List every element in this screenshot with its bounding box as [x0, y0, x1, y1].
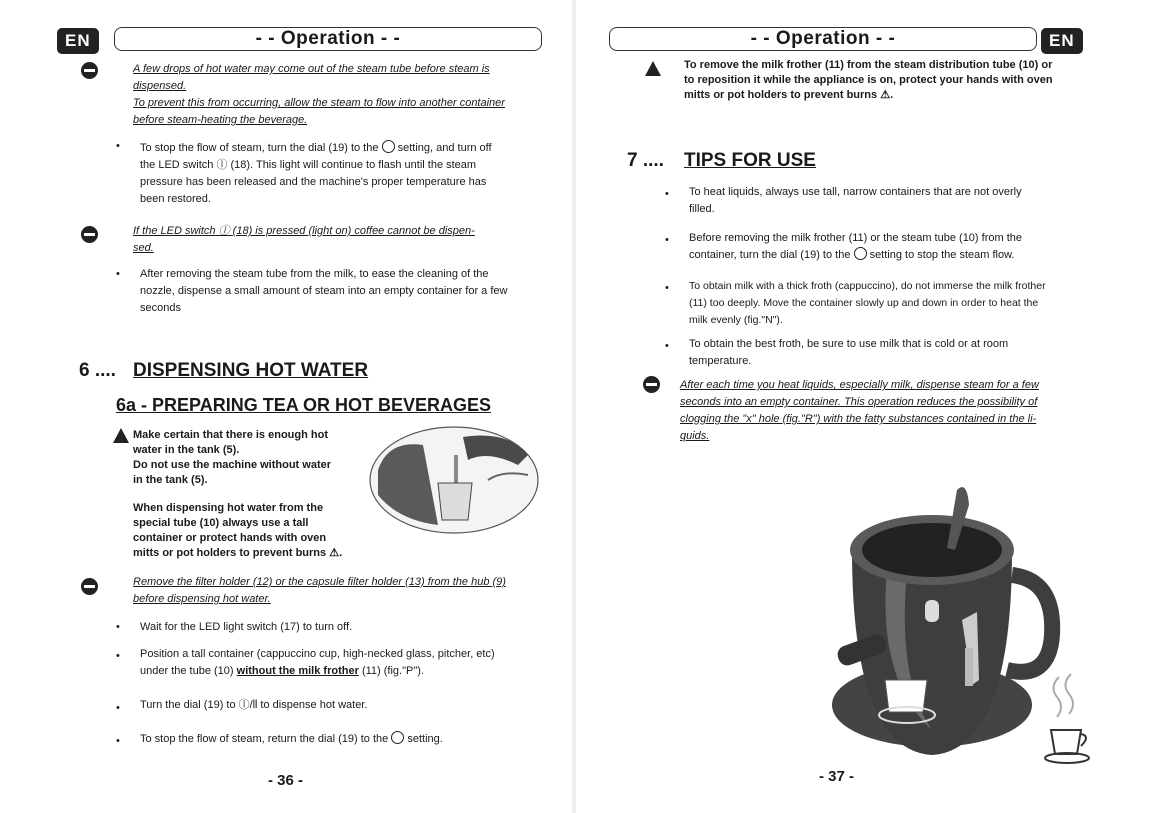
led-switch-icon: ⓛ — [218, 225, 230, 237]
bullet-dot: • — [665, 340, 669, 352]
bullet-dot: • — [665, 282, 669, 294]
bullet-dot: • — [116, 650, 120, 662]
tip-best-froth: To obtain the best froth, be sure to use milk that is cold or at room temperature. — [689, 338, 1009, 367]
page-number: - 37 - — [819, 768, 855, 785]
no-entry-icon — [643, 376, 660, 393]
bullet-turn-dial: Turn the dial (19) to ⓛ/⫴ to dispense hot water. — [140, 699, 368, 711]
bullet-cleaning: After removing the steam tube from the milk, to ease the cleaning of the nozzle, dispense a small amount of steam into an empty container for a few seconds — [140, 268, 508, 314]
sub-section-title: 6a - PREPARING TEA OR HOT BEVERAGES — [116, 395, 492, 415]
note-clogging: After each time you heat liquids, especially milk, dispense steam for a few seconds into an empty container. This operation reduces the possibility of clogging the "x" hole (fig."R") with the fatty substances contained in the li- quids. — [680, 379, 1039, 442]
language-badge: EN — [57, 28, 99, 54]
hot-water-illustration — [368, 425, 540, 535]
bullet-dot: • — [665, 188, 669, 200]
header-title: - - Operation - - — [255, 28, 401, 49]
left-page — [0, 0, 576, 813]
bullet-dot: • — [665, 234, 669, 246]
steam-hot-water-icon: ⓛ/⫴ — [238, 699, 258, 711]
header-box — [114, 27, 542, 51]
hot-surface-icon: ⚠ — [329, 547, 340, 559]
tip-before-removing: Before removing the milk frother (11) or the steam tube (10) from the container, turn the dial (19) to the setting to stop the steam flow. — [689, 232, 1022, 261]
section-number: 6 .... — [79, 360, 116, 381]
bullet-position: Position a tall container (cappuccino cup, high-necked glass, pitcher, etc) under the tube (10) without the milk frother (11) (fig."P"). — [140, 648, 495, 677]
hot-surface-icon: ⚠ — [880, 89, 891, 101]
bullet-dot: • — [116, 140, 120, 152]
section-number: 7 .... — [627, 150, 664, 171]
warning-remove-frother: To remove the milk frother (11) from the steam distribution tube (10) or to reposition it while the appliance is on, protect your hands with oven mitts or pot holders to prevent burns ⚠. — [684, 59, 1053, 101]
no-entry-icon — [81, 578, 98, 595]
note-led: If the LED switch ⓛ (18) is pressed (light on) coffee cannot be dispen- sed. — [133, 225, 475, 254]
header-box — [609, 27, 1037, 51]
no-entry-icon — [81, 226, 98, 243]
note-remove-filter: Remove the filter holder (12) or the capsule filter holder (13) from the hub (9) before dispensing hot water. — [133, 576, 506, 605]
no-entry-icon — [81, 62, 98, 79]
tip-heat-liquids: To heat liquids, always use tall, narrow containers that are not overly filled. — [689, 186, 1022, 215]
off-setting-icon — [382, 140, 395, 153]
page-number: - 36 - — [268, 772, 304, 789]
coffee-machine-illustration — [807, 480, 1067, 765]
header-title: - - Operation - - — [750, 28, 896, 49]
section-title: TIPS FOR USE — [684, 150, 816, 171]
led-switch-icon: ⓛ — [216, 159, 228, 171]
bullet-dot: • — [116, 735, 120, 747]
warning-dispensing: When dispensing hot water from the special tube (10) always use a tall container or protect hands with oven mitts or pot holders to prevent burns ⚠. — [133, 502, 343, 559]
hot-cup-icon — [1039, 672, 1099, 772]
bullet-stop-flow: To stop the flow of steam, return the dial (19) to the setting. — [140, 733, 443, 745]
bullet-dot: • — [116, 268, 120, 280]
note-drops: A few drops of hot water may come out of the steam tube before steam is dispensed. To prevent this from occurring, allow the steam to flow into another container before steam-heating the beverage. — [133, 63, 505, 126]
off-setting-icon — [391, 731, 404, 744]
language-badge: EN — [1041, 28, 1083, 54]
bullet-wait: Wait for the LED light switch (17) to turn off. — [140, 621, 353, 633]
bullet-dot: • — [116, 621, 120, 633]
section-title: DISPENSING HOT WATER — [133, 360, 369, 381]
off-setting-icon — [854, 247, 867, 260]
bullet-stop-steam: To stop the flow of steam, turn the dial (19) to the setting, and turn off the LED switch ⓛ (18). This light will continue to flash until the steam pressure has been released and the machine's proper temperature has been restored. — [140, 142, 492, 205]
warning-water: Make certain that there is enough hot water in the tank (5). Do not use the machine without water in the tank (5). — [133, 429, 332, 486]
tip-thick-froth: To obtain milk with a thick froth (cappuccino), do not immerse the milk frother (11) too deeply. Move the container slowly up and down in order to heat the milk evenly (fig."N"). — [689, 280, 1046, 326]
right-page — [577, 0, 1153, 813]
warning-triangle-icon — [113, 428, 129, 443]
bullet-dot: • — [116, 702, 120, 714]
warning-triangle-icon — [645, 61, 661, 76]
